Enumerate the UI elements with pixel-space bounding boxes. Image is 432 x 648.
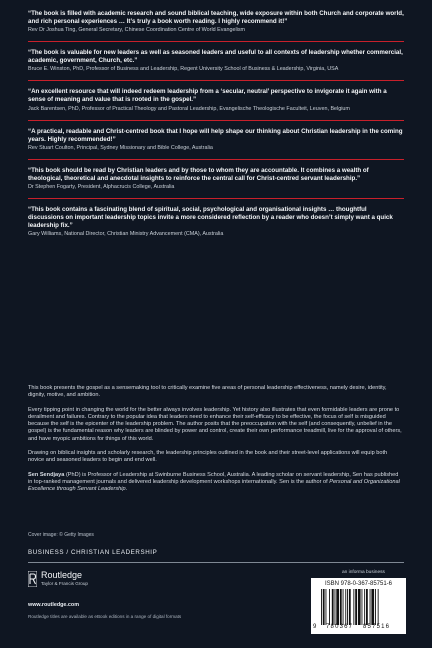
routledge-logo-icon [28,571,37,587]
review-attribution: Rev Stuart Coulton, Principal, Sydney Missionary and Bible College, Australia [28,144,213,151]
author-book-title: Personal and Organizational Excellence through Servant Leadership [28,478,400,493]
review-quote: “An excellent resource that will indeed redeem leadership from a ‘secular, neutral’ perspective to invigorate it again with a sense of meaning and value that is rooted in the gospel.” [28,88,387,104]
review-1 [28,10,404,34]
description-paragraph: Drawing on biblical insights and scholarly research, the leadership principles outlined in the book and their street-level applications will equip both novice and seasoned leaders to begin and end well. [28,450,388,464]
ebook-note: Routledge titles are available as eBook editions in a range of digital formats [28,614,182,619]
divider [28,80,404,81]
author-bio [28,472,404,494]
barcode [311,578,406,634]
publisher-name: Routledge [41,570,83,580]
description-paragraph: Every tipping point in changing the world for the better always involves leadership. Yet history also illustrates that even formidable leaders are prone to derailment and failures. Contrary to the popular idea that leaders need to enhance their self-efficacy to be effective, the focus of self is misguided because the self is the epicenter of the leadership problem. The author posits that the preoccupation with the self (and consequently, unbelief in the gospel) is the fundamental reason why leaders are blinded by power and control, create their own performance treadmill, live for the approval of others, and have myopic ambitions for things of this world. [28,406,402,442]
review-quote: “This book should be read by Christian leaders and by those to whom they are accountable. It combines a wealth of theological, theoretical and anecdotal insights to reinforce the central call for Christ-centred servant leadership.” [28,166,369,182]
publisher-logo [28,570,88,587]
review-attribution: Jack Barentsen, PhD, Professor of Practical Theology and Pastoral Leadership, Evangelische Theologische Faculteit, Leuven, Belgium [28,105,350,112]
author-bio-text: (PhD) is Professor of Leadership at Swinburne Business School, Australia. A leading scholar on servant leadership, Sen has published in top-ranked management journals and delivered leadership development workshops internationally. Sen is the author of [28,471,399,485]
publisher-group: Taylor & Francis Group [41,581,88,586]
review-5 [28,167,404,191]
reviews-section [28,10,404,245]
review-4 [28,128,404,152]
divider [28,120,404,121]
review-attribution: Bruce E. Winston, PhD, Professor of Business and Leadership, Regent University School of Business & Leadership, Virginia, USA [28,66,339,73]
review-attribution: Dr Stephen Fogarty, President, Alphacrucis College, Australia [28,183,175,190]
footer-divider [28,562,404,563]
review-quote: “The book is filled with academic research and sound biblical teaching, wide exposure within both Church and corporate world, and rich personal experiences … It’s truly a book worth reading. I highly recommend it!” [28,10,404,26]
review-2 [28,49,404,73]
review-attribution: Gary Williams, National Director, Christian Ministry Advancement (CMA), Australia [28,231,224,238]
review-quote: “This book contains a fascinating blend of spiritual, social, psychological and organisational insights … thoughtful discussions on important leadership topics invite a more considered reflection by a reader who doesn’t simply want a quick leadership fix.” [28,205,393,230]
author-name: Sen Sendjaya [28,471,65,478]
category-label: BUSINESS / CHRISTIAN LEADERSHIP [28,549,158,556]
cover-image-credit: Cover image: © Getty Images [28,532,94,538]
isbn-text: ISBN 978-0-367-85751-6 [324,581,393,587]
informa-tagline: an informa business [342,570,385,575]
description-paragraph: This book presents the gospel as a sensemaking tool to critically examine five areas of personal leadership effectiveness, namely desire, identity, dignity, motive, and ambition. [28,385,387,399]
review-quote: “A practical, readable and Christ-centred book that I hope will help shape our thinking about Christian leadership in the coming years. Highly recommended!” [28,127,403,143]
review-3 [28,88,404,112]
divider [28,159,404,160]
review-quote: “The book is valuable for new leaders as well as seasoned leaders and useful to all contexts of leadership whether commercial, academic, government, Church, etc.” [28,49,403,65]
publisher-url: www.routledge.com [28,602,80,608]
barcode-digits-right: 857516 [363,624,391,630]
divider [28,41,404,42]
barcode-bars [321,589,401,625]
review-attribution: Rev Dr Joshua Ting, General Secretary, Chinese Coordination Centre of World Evangelism [28,27,246,34]
book-description [28,385,404,501]
review-6 [28,206,404,238]
barcode-digits-left: 780367 [326,624,354,630]
barcode-digit-first: 9 [313,624,317,630]
divider [28,198,404,199]
author-bio-end: . [125,486,128,493]
